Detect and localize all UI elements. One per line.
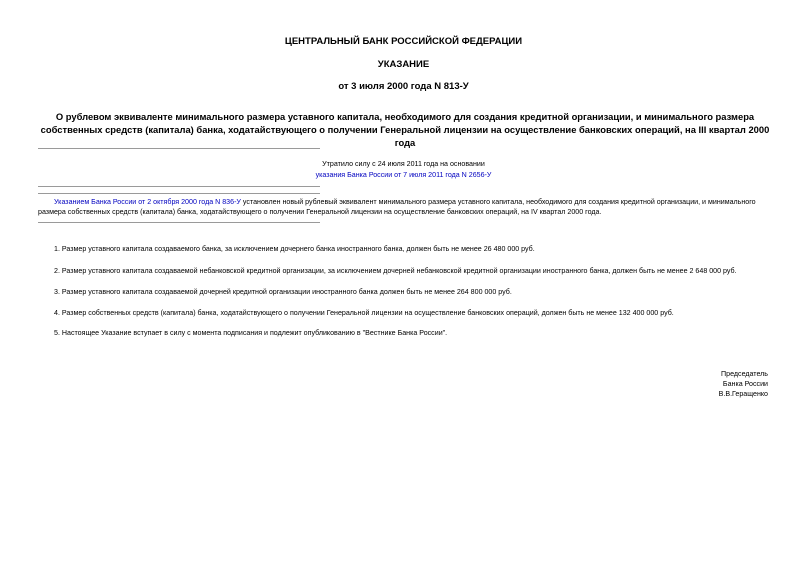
editorial-note [38,197,772,217]
signature-block [640,369,768,399]
list-item: 3. Размер уставного капитала создаваемой дочерней кредитной организации иностранного банка должен быть не менее 264 800 000 руб. [54,288,512,296]
divider [38,148,320,149]
list-item: 1. Размер уставного капитала создаваемого банка, за исключением дочернего банка иностранного банка, должен быть не менее 26 480 000 руб. [54,245,535,253]
document-date: от 3 июля 2000 года N 813-У [338,81,469,92]
divider [38,222,320,223]
validity-status [250,159,557,181]
status-text: Утратило силу с 24 июля 2011 года на основании [322,160,485,168]
divider [38,186,320,187]
signer-role: Председатель [721,370,768,378]
signer-name: В.В.Геращенко [718,390,768,398]
amendment-link[interactable]: Указанием Банка России от 2 октября 2000 года N 836-У [54,198,241,206]
signer-org: Банка России [722,380,768,388]
list-item: 4. Размер собственных средств (капитала) банка, ходатайствующего о получении Генеральной лицензии на осуществление банковских операций, должен быть не менее 132 400 000 руб. [54,309,674,317]
divider [38,193,320,194]
list-item: 5. Настоящее Указание вступает в силу с момента подписания и подлежит опубликованию в "Вестнике Банка России". [54,329,448,337]
note-text: установлен новый рублевый эквивалент минимального размера уставного капитала, необходимого для создания кредитной организации, и минимального размера собственных средств (капитала) банка, ходатайствующего о получении Генеральной лицензии на осуществление банковских операций, на IV квартал 2000 года. [38,198,756,216]
document-title: О рублевом эквиваленте минимального размера уставного капитала, необходимого для создания кредитной организации, и минимального размера собственных средств (капитала) банка, ходатайствующего о получении Генеральной лицензии на осуществление банковских операций, на III квартал 2000 года [40,111,770,148]
document-type: УКАЗАНИЕ [377,59,430,70]
list-item: 2. Размер уставного капитала создаваемой небанковской кредитной организации, за исключением дочерней небанковской кредитной организации иностранного банка, должен быть не менее 2 648 000 руб. [54,267,737,275]
issuer-heading: ЦЕНТРАЛЬНЫЙ БАНК РОССИЙСКОЙ ФЕДЕРАЦИИ [284,36,523,47]
repeal-link[interactable]: указания Банка России от 7 июля 2011 года N 2656-У [315,171,492,179]
